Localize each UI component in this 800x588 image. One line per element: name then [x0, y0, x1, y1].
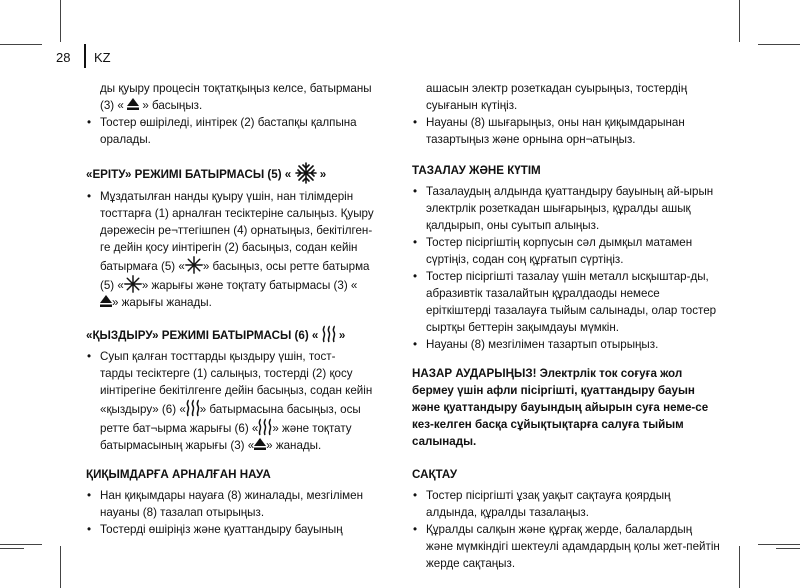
- heat-waves-icon: [322, 325, 336, 343]
- continued-text: ды қуыру процесін тоқтатқыңыз келсе, батырманы: [100, 82, 372, 95]
- section-heading-cleaning: ТАЗАЛАУ ЖӘНЕ КҮТІМ: [412, 164, 541, 177]
- eject-icon: [100, 295, 112, 307]
- crop-mark: [60, 0, 61, 42]
- header-divider: [84, 44, 86, 68]
- bullet-list: [412, 487, 720, 572]
- list-item: • Суып қалған тосттарды қыздыру үшін, тост- тарды тесіктерге (1) салыңыз, тостерді (2) қосу иінтірегіне бекітілгенге дейін басыңыз, содан кейін «қыздыру» (6) « » батырмасына басыңыз, осы ретте бат¬ырма жарығы (6) « » және тоқтату батырмасының жарығы (3) « » жанады.: [86, 348, 394, 454]
- warning-text: НАЗАР АУДАРЫҢЫЗ! Электрлік ток соғуға жол бермеу үшін афли пісіргішті, қуаттандыру бауын және қуаттандыру бауындың айырын суға неме-се кез-келген басқа сұйықтықтарға салуға тыйым салынады.: [412, 367, 709, 448]
- list-item: • Тазалаудың алдында қуаттандыру бауының ай-ырын электрлік розеткадан шығарыңыз, құралды ашық қалдырып, оны суытып алыңыз.: [412, 183, 720, 234]
- crop-mark: [60, 546, 61, 588]
- bullet-list: [412, 183, 720, 353]
- list-item: • Науаны (8) мезгілімен тазартып отырыңыз.: [412, 336, 720, 353]
- bullet-list: [86, 348, 394, 454]
- list-item: • Тостер пісіргішті ұзақ уақыт сақтауға қоярдың алдында, құралды тазалаңыз.: [412, 487, 720, 521]
- crop-mark: [758, 44, 800, 45]
- list-item: • Тостер пісіргішті тазалау үшін металл ысқыштар-ды, абразивтік тазалайтын құралдаоды немесе еріткіштерді тазалауға тыйым салынады, олар тостер сыртқы беттерін зақымдауы мүмкін.: [412, 268, 720, 336]
- crop-mark: [0, 44, 42, 45]
- list-item: • Тостерді өшіріңіз және қуаттандыру бауының: [86, 521, 394, 538]
- crop-mark: [776, 548, 800, 549]
- list-item: • Құралды салқын және құрғақ жерде, балалардың және мүмкіндігі шектеулі адамдардың қолы жет-пейтін жерде сақтаңыз.: [412, 521, 720, 572]
- crop-mark: [739, 546, 740, 588]
- language-code: KZ: [94, 50, 111, 65]
- crop-mark: [758, 544, 800, 545]
- crop-mark: [739, 0, 740, 42]
- section-heading-reheat: «ҚЫЗДЫРУ» РЕЖИМІ БАТЫРМАСЫ (6) « »: [86, 325, 394, 344]
- section-heading-crumb-tray: ҚИҚЫМДАРҒА АРНАЛҒАН НАУА: [86, 468, 271, 481]
- heat-waves-icon: [258, 418, 272, 436]
- eject-icon: [254, 438, 266, 450]
- heat-waves-icon: [186, 399, 200, 417]
- section-heading-storage: САҚТАУ: [412, 468, 458, 481]
- bullet-list: [86, 188, 394, 311]
- list-item: • Тостер пісіргіштің корпусын сәл дымқыл матамен сүртіңіз, содан соң құрғатып сүртіңіз.: [412, 234, 720, 268]
- crop-mark: [0, 544, 42, 545]
- snowflake-icon: [295, 162, 317, 184]
- eject-icon: [127, 98, 139, 110]
- continued-text: (3) « » басыңыз.: [100, 99, 203, 112]
- snowflake-icon: [185, 256, 203, 274]
- bullet-list: [86, 114, 394, 148]
- snowflake-icon: [124, 275, 142, 293]
- list-item: • Тостер өшіріледі, иінтірек (2) бастапқы қалпына оралады.: [86, 114, 394, 148]
- bullet-list: [86, 487, 394, 538]
- section-heading-defrost: «ЕРІТУ» РЕЖИМІ БАТЫРМАСЫ (5) « »: [86, 162, 394, 184]
- bullet-list: [412, 114, 720, 148]
- crop-mark: [0, 548, 24, 549]
- list-item: • Мұздатылған нанды қуыру үшін, нан тілімдерін тосттарға (1) арналған тесіктеріне салыңыз. Қуыру дәрежесін ре¬ттегішпен (4) орнатыңыз, бекітілген- ге дейін қосу иінтірегін (2) басыңыз, содан кейін батырмаға (5) « » басыңыз, осы ретте батырма (5) « » жарығы және тоқтату батырмасы (3) « » жарығы жанады.: [86, 188, 394, 311]
- left-column: [86, 80, 394, 538]
- list-item: • Науаны (8) шығарыңыз, оны нан қиқымдарынан тазартыңыз және орнына орн¬атыңыз.: [412, 114, 720, 148]
- list-item: • Нан қиқымдары науаға (8) жиналады, мезгілімен науаны (8) тазалап отырыңыз.: [86, 487, 394, 521]
- continued-text: ашасын электр розеткадан суырыңыз, тостердің суығанын күтіңіз.: [426, 82, 688, 112]
- page-number: 28: [56, 50, 71, 65]
- right-column: [412, 80, 720, 572]
